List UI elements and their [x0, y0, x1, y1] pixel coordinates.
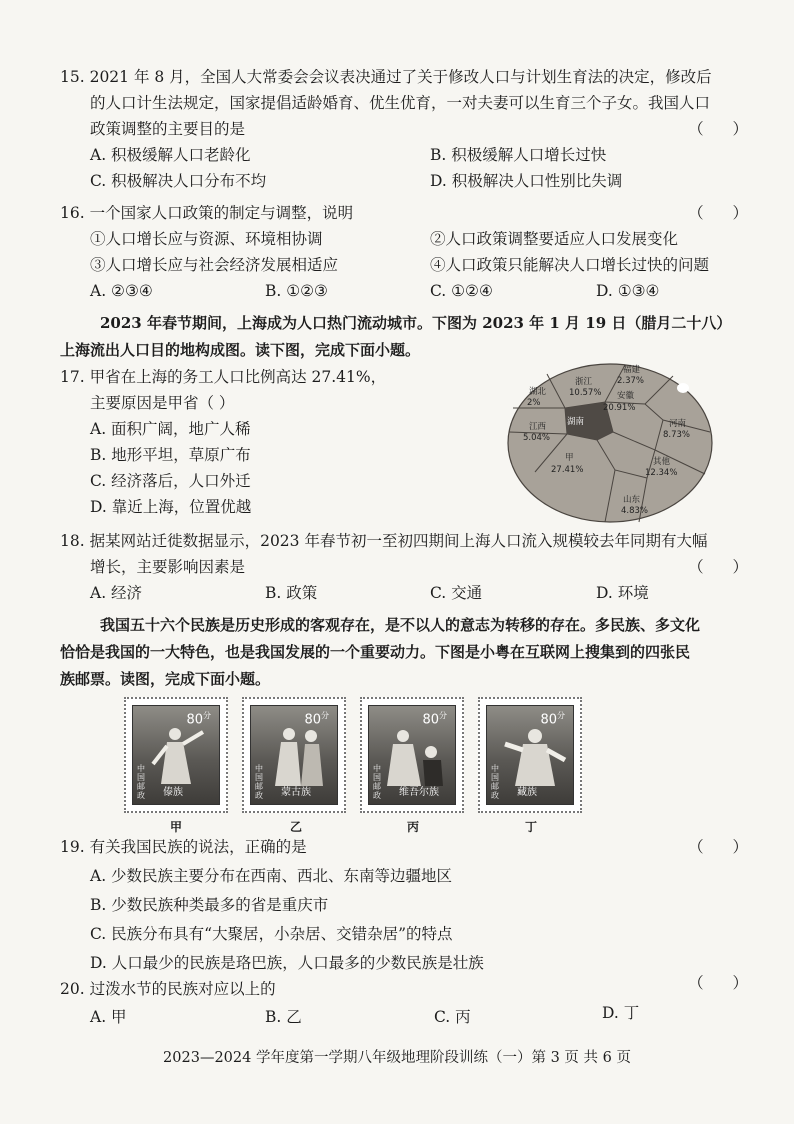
question-15: [60, 64, 760, 194]
question-20: [60, 976, 760, 1030]
stamp-label-ding: 丁: [525, 820, 538, 834]
option-c: C. 积极解决人口分布不均: [90, 172, 267, 190]
passage-migration: [60, 310, 760, 364]
option-c: C. 丙: [434, 1008, 471, 1026]
answer-paren: （ ）: [688, 120, 760, 138]
option-d: D. 积极解决人口性别比失调: [430, 172, 623, 190]
option-d: D. 环境: [596, 584, 649, 602]
option-a: A. 经济: [90, 584, 143, 602]
stamp-label-jia: 甲: [170, 820, 183, 834]
option-a: A. 甲: [90, 1008, 127, 1026]
stamp-post-mark: 中国邮政: [373, 764, 381, 800]
option-a: A. 少数民族主要分布在西南、西北、东南等边疆地区: [90, 867, 453, 885]
item-1: ①人口增长应与资源、环境相协调: [90, 230, 323, 248]
q17-stem-1: 17. 甲省在上海的务工人口比例高达 27.41%，: [60, 368, 387, 386]
item-4: ④人口政策只能解决人口增长过快的问题: [430, 256, 710, 274]
stamp-post-mark: 中国邮政: [491, 764, 499, 800]
pie-label-shandong: 山东: [623, 495, 641, 505]
q15-stem-line-3: 政策调整的主要目的是 （ ）: [60, 116, 760, 142]
pie-label-hubei: 湖北: [529, 387, 547, 397]
stamp-ethnic-name: 维吾尔族: [399, 787, 439, 798]
q20-stem: 20. 过泼水节的民族对应以上的 （ ）: [60, 976, 760, 1002]
pie-pct-jia: 27.41%: [551, 465, 584, 475]
option-b: B. 乙: [265, 1008, 302, 1026]
stamp-label-bing: 丙: [407, 820, 420, 834]
pie-label-jia: 甲: [565, 453, 574, 463]
question-19: [60, 834, 760, 976]
page-footer: 2023—2024 学年度第一学期八年级地理阶段训练（一）第 3 页 共 6 页: [163, 1050, 631, 1066]
pie-label-zhejiang: 浙江: [575, 377, 593, 387]
item-3: ③人口增长应与社会经济发展相适应: [90, 256, 339, 274]
destination-pie-chart: [505, 362, 715, 524]
stamp-post-mark: 中国邮政: [137, 764, 145, 800]
q17-stem-2: 主要原因是甲省（ ）: [90, 394, 235, 412]
question-17: [60, 364, 500, 520]
q15-stem-line-2: 的人口计生法规定，国家提倡适龄婚育、优生优育，一对夫妻可以生育三个子女。我国人口: [90, 94, 711, 112]
q16-stem: 16. 一个国家人口政策的制定与调整，说明 （ ）: [60, 200, 760, 226]
stamp-value: $80^分$: [186, 711, 211, 728]
q15-options-row-1: [60, 142, 760, 168]
option-b: B. 积极缓解人口增长过快: [430, 146, 607, 164]
question-16: [60, 200, 760, 304]
stamp-label-yi: 乙: [290, 820, 303, 834]
option-a: A. 面积广阔，地广人稀: [90, 420, 251, 438]
item-2: ②人口政策调整要适应人口发展变化: [430, 230, 679, 248]
question-18: [60, 528, 760, 606]
q16-options-row: [60, 278, 760, 304]
option-b: B. 政策: [265, 584, 318, 602]
pie-pct-henan: 8.73%: [663, 430, 691, 440]
answer-paren: （ ）: [688, 558, 760, 576]
q19-stem: 19. 有关我国民族的说法，正确的是 （ ）: [60, 834, 760, 860]
pie-label-fujian: 福建: [623, 365, 641, 375]
stamp-ethnic-name: 藏族: [517, 787, 537, 798]
option-c: C. 经济落后，人口外迁: [90, 472, 251, 490]
pie-label-hunan: 湖南: [567, 417, 585, 427]
q20-options-row: [60, 1004, 760, 1030]
pie-label-henan: 河南: [669, 419, 687, 429]
pie-pct-qita: 12.34%: [645, 468, 678, 478]
stamp-value: $80^分$: [422, 711, 447, 728]
stamp-mongol: [242, 697, 346, 813]
answer-paren: （ ）: [688, 204, 760, 222]
option-b: B. 地形平坦，草原广布: [90, 446, 251, 464]
pie-label-anhui: 安徽: [617, 391, 635, 401]
pie-pct-zhejiang: 10.57%: [569, 388, 602, 398]
pie-pct-hubei: 2%: [527, 398, 541, 408]
stamp-value: $80^分$: [540, 711, 565, 728]
option-a: A. ②③④: [90, 282, 153, 300]
q18-stem-line-2: 增长，主要影响因素是 （ ）: [60, 554, 760, 580]
passage-line-1: 我国五十六个民族是历史形成的客观存在，是不以人的意志为转移的存在。多民族、多文化: [100, 616, 701, 634]
option-a: A. 积极缓解人口老龄化: [90, 146, 251, 164]
pie-label-qita: 其他: [653, 457, 671, 467]
answer-paren: （ ）: [688, 974, 760, 992]
passage-line-1: 2023 年春节期间，上海成为人口热门流动城市。下图为 2023 年 1 月 19 日（腊月二十八）: [100, 314, 732, 332]
option-d: D. 人口最少的民族是珞巴族，人口最多的少数民族是壮族: [90, 954, 484, 972]
pie-pct-anhui: 20.91%: [603, 403, 636, 413]
passage-line-3: 族邮票。读图，完成下面小题。: [60, 670, 271, 688]
option-b: B. ①②③: [265, 282, 328, 300]
option-b: B. 少数民族种类最多的省是重庆市: [90, 896, 329, 914]
stamp-uyghur: [360, 697, 464, 813]
passage-line-2: 上海流出人口目的地构成图。读下图，完成下面小题。: [60, 341, 421, 359]
q15-options-row-2: [60, 168, 760, 194]
passage-ethnic-groups: [60, 612, 760, 693]
stamp-post-mark: 中国邮政: [255, 764, 263, 800]
option-d: D. 丁: [602, 1004, 640, 1022]
option-d: D. ①③④: [596, 282, 660, 300]
stamp-tibetan: [478, 697, 582, 813]
q18-stem-line-1: 18. 据某网站迁徙数据显示，2023 年春节初一至初四期间上海人口流入规模较去年同期有大幅: [60, 532, 708, 550]
pie-label-jiangxi: 江西: [529, 422, 547, 432]
q18-options-row: [60, 580, 760, 606]
stamp-value: $80^分$: [304, 711, 329, 728]
q16-items-row-1: [60, 226, 760, 252]
q15-stem-line-1: 15. 2021 年 8 月，全国人大常委会会议表决通过了关于修改人口与计划生育法的决定，修改后: [60, 68, 712, 86]
stamp-dai: [124, 697, 228, 813]
passage-line-2: 恰恰是我国的一大特色，也是我国发展的一个重要动力。下图是小粤在互联网上搜集到的四张民: [60, 643, 691, 661]
option-d: D. 靠近上海，位置优越: [90, 498, 252, 516]
pie-white-mark: [677, 383, 689, 393]
option-c: C. ①②④: [430, 282, 493, 300]
pie-pct-jiangxi: 5.04%: [523, 433, 551, 443]
pie-pct-shandong: 4.83%: [621, 506, 649, 516]
option-c: C. 民族分布具有“大聚居，小杂居、交错杂居”的特点: [90, 925, 453, 943]
option-c: C. 交通: [430, 584, 483, 602]
answer-paren: （ ）: [688, 838, 760, 856]
stamp-ethnic-name: 傣族: [163, 787, 183, 798]
stamp-ethnic-name: 蒙古族: [281, 787, 311, 798]
pie-pct-fujian: 2.37%: [617, 376, 645, 386]
q16-items-row-2: [60, 252, 760, 278]
